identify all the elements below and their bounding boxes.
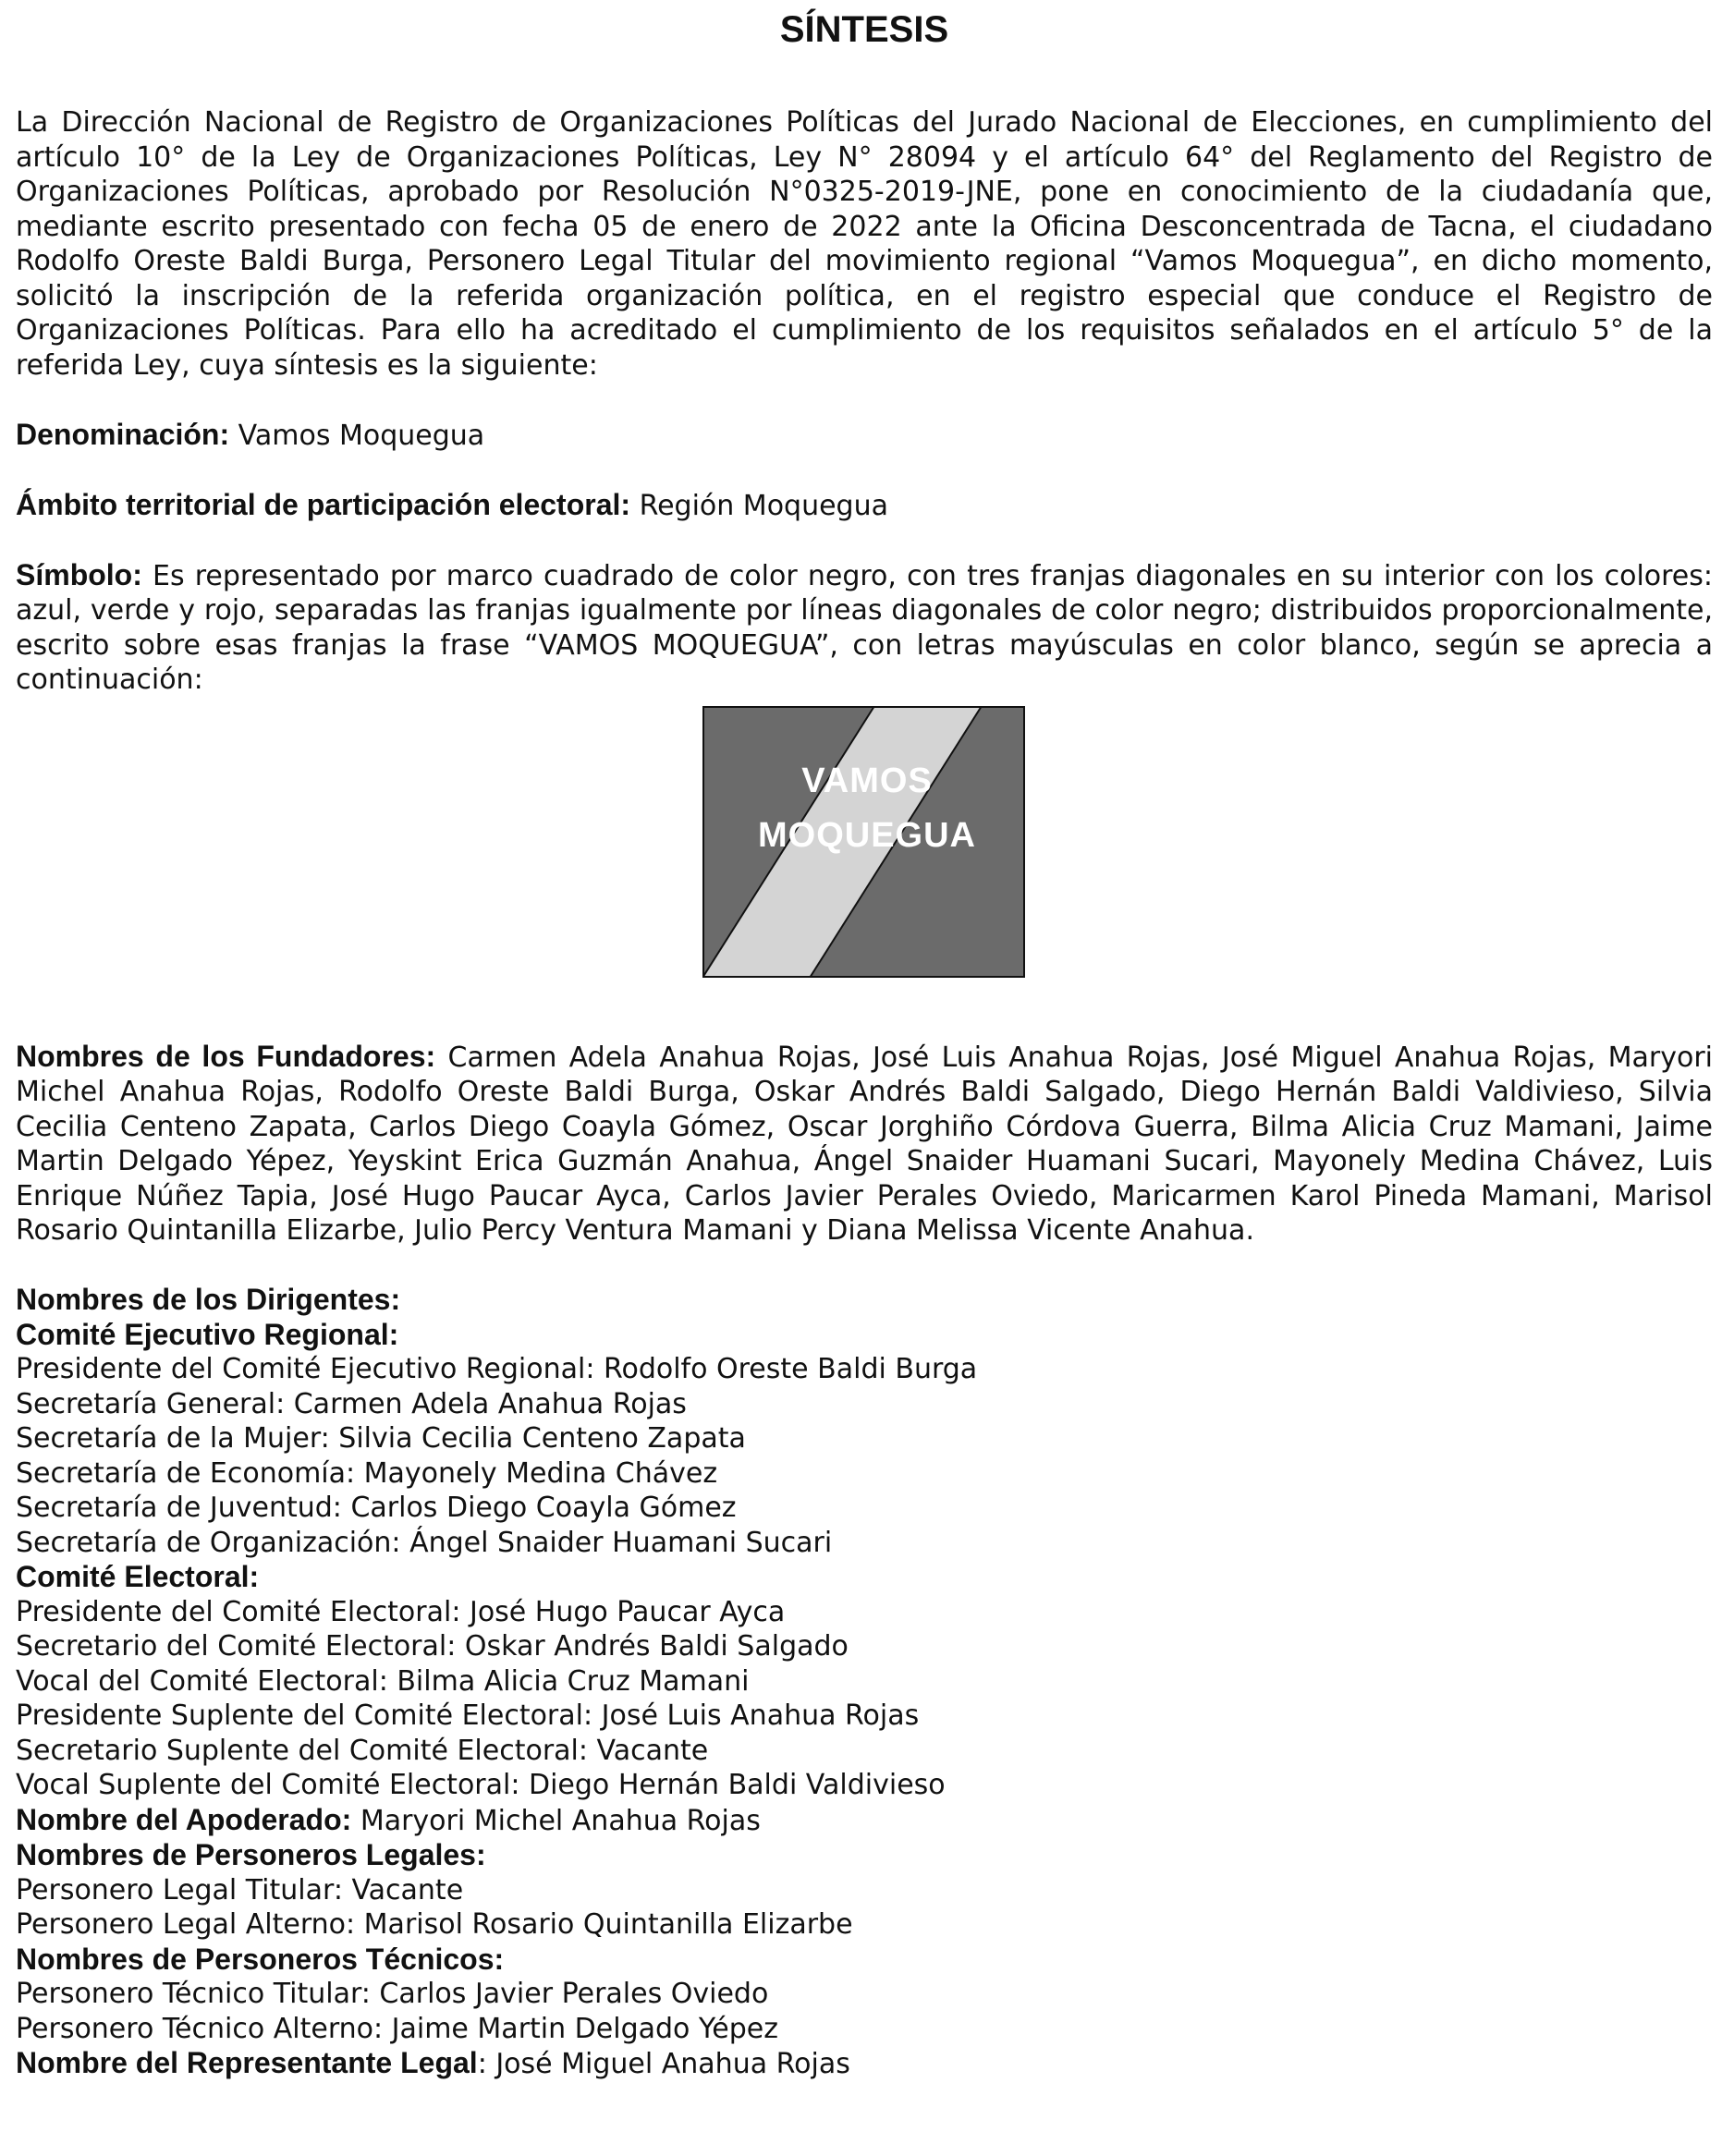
comite-electoral-line: Vocal Suplente del Comité Electoral: Diego Hernán Baldi Valdivieso	[16, 1769, 946, 1801]
denominacion-line	[16, 418, 1713, 454]
page-title: SÍNTESIS	[779, 9, 949, 50]
simbolo-paragraph	[16, 558, 1713, 698]
comite-ejecutivo-line: Secretaría de Juventud: Carlos Diego Coayla Gómez	[16, 1492, 737, 1524]
ambito-value: Región Moquegua	[630, 489, 888, 522]
dirigentes-heading: Nombres de los Dirigentes:	[16, 1283, 401, 1316]
personeros-legales-heading: Nombres de Personeros Legales:	[16, 1838, 486, 1871]
comite-electoral-line: Secretario Suplente del Comité Electoral: Vacante	[16, 1734, 709, 1767]
comite-ejecutivo-line: Presidente del Comité Ejecutivo Regional: Rodolfo Oreste Baldi Burga	[16, 1353, 978, 1385]
intro-paragraph: La Dirección Nacional de Registro de Organizaciones Políticas del Jurado Nacional de Elecciones, en cumplimiento del artículo 10° de la Ley de Organizaciones Políticas, Ley N° 28094 y el artículo 64° del Reglamento del Registro de Organizaciones Políticas, aprobado por Resolución N°0325-2019-JNE, pone en conocimiento de la ciudadanía que, mediante escrito presentado con fecha 05 de enero de 2022 ante la Oficina Desconcentrada de Tacna, el ciudadano Rodolfo Oreste Baldi Burga, Personero Legal Titular del movimiento regional “Vamos Moquegua”, en dicho momento, solicitó la inscripción de la referida organización política, en el registro especial que conduce el Registro de Organizaciones Políticas. Para ello ha acreditado el cumplimiento de los requisitos señalados en el artículo 5° de la referida Ley, cuya síntesis es la siguiente:	[16, 106, 1713, 382]
logo-text-line2: MOQUEGUA	[758, 815, 976, 855]
simbolo-label: Símbolo:	[16, 557, 142, 591]
fundadores-value: Carmen Adela Anahua Rojas, José Luis Anahua Rojas, José Miguel Anahua Rojas, Maryori Michel Anahua Rojas, Rodolfo Oreste Baldi Burga, Oskar Andrés Baldi Salgado, Diego Hernán Baldi Valdivieso, Silvia Cecilia Centeno Zapata, Carlos Diego Coayla Gómez, Oscar Jorghiño Córdova Guerra, Bilma Alicia Cruz Mamani, Jaime Martin Delgado Yépez, Yeyskint Erica Guzmán Anahua, Ángel Snaider Huamani Sucari, Mayonely Medina Chávez, Luis Enrique Núñez Tapia, José Hugo Paucar Ayca, Carlos Javier Perales Oviedo, Maricarmen Karol Pineda Mamani, Marisol Rosario Quintanilla Elizarbe, Julio Percy Ventura Mamani y Diana Melissa Vicente Anahua.	[16, 1041, 1713, 1247]
comite-ejecutivo-line: Secretaría de Economía: Mayonely Medina Chávez	[16, 1456, 718, 1490]
comite-electoral-line: Presidente del Comité Electoral: José Hugo Paucar Ayca	[16, 1595, 786, 1628]
denominacion-label: Denominación:	[16, 417, 230, 451]
personero-tecnico-line: Personero Técnico Titular: Carlos Javier Perales Oviedo	[16, 1978, 769, 2010]
apoderado-label: Nombre del Apoderado:	[16, 1802, 352, 1836]
apoderado-line	[16, 1803, 1713, 1839]
ambito-line	[16, 488, 1713, 524]
comite-ejecutivo-line: Secretaría de Organización: Ángel Snaider Huamani Sucari	[16, 1526, 833, 1559]
personero-legal-line: Personero Legal Alterno: Marisol Rosario Quintanilla Elizarbe	[16, 1908, 853, 1941]
comite-electoral-line: Vocal del Comité Electoral: Bilma Alicia Cruz Mamani	[16, 1664, 750, 1698]
logo-text-line1: VAMOS	[801, 761, 933, 800]
personero-legal-line: Personero Legal Titular: Vacante	[16, 1873, 464, 1906]
comite-ejecutivo-line: Secretaría General: Carmen Adela Anahua Rojas	[16, 1387, 687, 1420]
representante-line	[16, 2046, 1713, 2082]
personeros-tecnicos-heading: Nombres de Personeros Técnicos:	[16, 1942, 505, 1976]
vamos-moquegua-logo	[702, 706, 1025, 978]
representante-label: Nombre del Representante Legal	[16, 2046, 478, 2079]
simbolo-value: Es representado por marco cuadrado de color negro, con tres franjas diagonales en su interior con los colores: azul, verde y rojo, separadas las franjas igualmente por líneas diagonales de color negro; distribuidos proporcionalmente, escrito sobre esas franjas la frase “VAMOS MOQUEGUA”, con letras mayúsculas en color blanco, según se aprecia a continuación:	[16, 559, 1713, 696]
personero-tecnico-line: Personero Técnico Alterno: Jaime Martin Delgado Yépez	[16, 2012, 778, 2045]
comite-ejecutivo-heading: Comité Ejecutivo Regional:	[16, 1317, 399, 1351]
comite-electoral-line: Presidente Suplente del Comité Electoral: José Luis Anahua Rojas	[16, 1699, 920, 1732]
fundadores-label: Nombres de los Fundadores:	[16, 1039, 436, 1073]
comite-ejecutivo-line: Secretaría de la Mujer: Silvia Cecilia Centeno Zapata	[16, 1422, 746, 1455]
apoderado-value: Maryori Michel Anahua Rojas	[351, 1804, 761, 1837]
fundadores-paragraph	[16, 1040, 1713, 1249]
representante-value: : José Miguel Anahua Rojas	[477, 2048, 850, 2080]
ambito-label: Ámbito territorial de participación electoral:	[16, 487, 631, 521]
comite-electoral-line: Secretario del Comité Electoral: Oskar Andrés Baldi Salgado	[16, 1630, 849, 1663]
document-page	[16, 0, 1713, 2082]
comite-electoral-heading: Comité Electoral:	[16, 1560, 260, 1593]
denominacion-value: Vamos Moquegua	[229, 419, 485, 452]
